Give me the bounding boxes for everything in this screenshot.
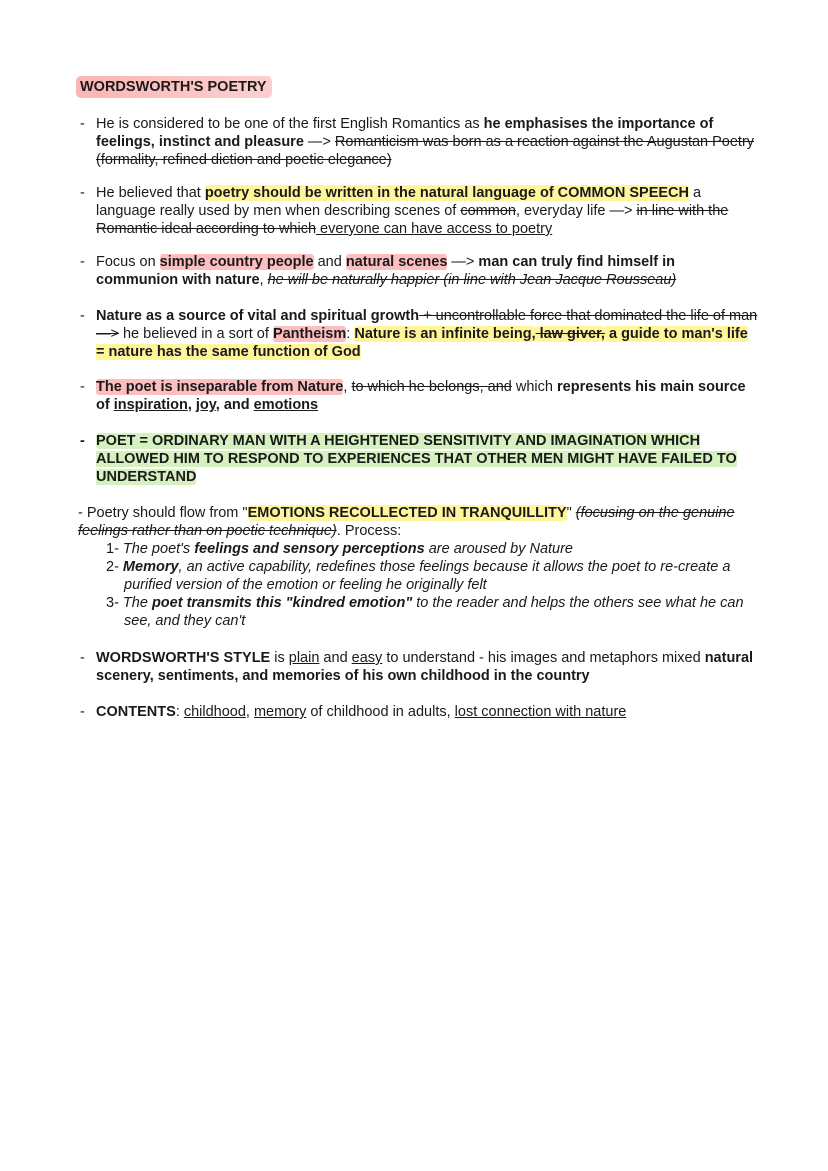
- underline-run: lost connection with nature: [454, 704, 627, 720]
- underline-run: joy: [195, 397, 216, 413]
- text-run: The poet's: [122, 541, 195, 557]
- bullet-poet-definition: [80, 432, 760, 486]
- text-run: ,: [245, 704, 254, 720]
- highlight-run: POET = ORDINARY MAN WITH A HEIGHTENED SENSITIVITY AND IMAGINATION WHICH ALLOWED HIM TO RESPOND TO EXPERIENCES THAT OTHER MEN MIGHT HAVE FAILED TO UNDERSTAND: [96, 433, 737, 485]
- bullet-dash: -: [80, 379, 85, 395]
- struck-run: common: [460, 203, 516, 219]
- text-run: ,: [343, 379, 352, 395]
- bullet-text: [96, 649, 760, 685]
- bold-run: ,: [187, 397, 196, 413]
- process-step-2: [106, 558, 758, 594]
- bold-run: poet transmits this "kindred emotion": [151, 595, 413, 611]
- text-run: a language really used by men when describing scenes of: [96, 185, 702, 219]
- bullet-style: [80, 649, 760, 685]
- bold-run: Memory: [122, 559, 179, 575]
- text-run: is: [270, 650, 289, 666]
- highlight-run: a guide to man's life = nature has the same function of God: [96, 326, 748, 360]
- bold-run: , and: [215, 397, 254, 413]
- bullet-text: [96, 703, 760, 721]
- bold-run: natural scenery, sentiments, and memories of his own childhood in the country: [96, 650, 754, 684]
- underline-run: plain: [288, 650, 320, 666]
- underline-run: memory: [253, 704, 307, 720]
- underline-run: everyone can have access to poetry: [316, 221, 553, 237]
- underline-run: inspiration: [113, 397, 188, 413]
- bullet-romantics: [80, 115, 760, 169]
- bold-run: WORDSWORTH'S STYLE: [96, 650, 271, 666]
- page-title: WORDSWORTH'S POETRY: [76, 76, 272, 98]
- bullet-dash: -: [80, 116, 85, 132]
- highlight-run: Pantheism: [272, 326, 347, 342]
- struck-run: in line with the Romantic ideal according to which: [96, 203, 729, 237]
- bold-run: he emphasises the importance of feelings, instinct and pleasure: [96, 116, 714, 150]
- bold-run: feelings and sensory perceptions: [194, 541, 425, 557]
- text-run: to the reader and helps the others see what he can see, and they can't: [124, 595, 744, 629]
- highlight-run: The poet is inseparable from Nature: [96, 379, 344, 395]
- bullet-dash: -: [80, 185, 85, 201]
- bullet-common-speech: [80, 184, 760, 238]
- bullet-dash: -: [78, 505, 83, 521]
- struck-run: to which he belongs, and: [351, 379, 512, 395]
- underline-run: easy: [351, 650, 383, 666]
- bullet-dash: -: [80, 704, 85, 720]
- bullet-dash: -: [80, 433, 85, 449]
- text-run: Poetry should flow from ": [86, 505, 248, 521]
- bullet-text: [78, 504, 758, 540]
- text-run: He is considered to be one of the first English Romantics as: [96, 116, 484, 132]
- text-run: Focus on: [96, 254, 160, 270]
- bullet-contents: [80, 703, 760, 721]
- text-run: The: [122, 595, 152, 611]
- bullet-text: [96, 378, 760, 414]
- highlight-run: natural scenes: [345, 254, 448, 270]
- text-run: ,: [259, 272, 268, 288]
- text-run: which: [511, 379, 557, 395]
- bullet-dash: -: [80, 650, 85, 666]
- text-run: , everyday life —>: [515, 203, 637, 219]
- text-run: :: [175, 704, 184, 720]
- process-step-3: [106, 594, 758, 630]
- bullet-text: [96, 184, 760, 238]
- struck-run: law giver,: [535, 326, 605, 342]
- step-number: 3-: [106, 595, 123, 611]
- text-run: —>: [303, 134, 335, 150]
- bold-run: Nature as a source of vital and spiritual growth: [96, 308, 420, 324]
- struck-run: he will be naturally happier (in line with Jean Jacque Rousseau): [267, 272, 677, 288]
- underline-run: childhood: [183, 704, 246, 720]
- text-run: , an active capability, redefines those feelings because it allows the poet to re-create a purified version of the emotion or feeling he originally felt: [124, 559, 731, 593]
- highlight-run: simple country people: [159, 254, 314, 270]
- text-run: :: [346, 326, 355, 342]
- underline-run: emotions: [253, 397, 319, 413]
- step-number: 2-: [106, 559, 123, 575]
- bullet-country-people: [80, 253, 760, 289]
- bullet-dash: -: [80, 254, 85, 270]
- bullet-emotions: [78, 504, 758, 630]
- text-run: and: [313, 254, 346, 270]
- process-step-1: [106, 540, 758, 558]
- text-run: are aroused by Nature: [424, 541, 573, 557]
- step-number: 1-: [106, 541, 123, 557]
- bullet-text: [96, 115, 760, 169]
- text-run: and: [319, 650, 352, 666]
- bold-run: man can truly find himself in communion with nature: [96, 254, 676, 288]
- bullet-nature-source: [80, 307, 760, 361]
- highlight-run: EMOTIONS RECOLLECTED IN TRANQUILLITY: [247, 505, 567, 521]
- struck-run: + uncontrollable force that dominated the life of man —>: [96, 308, 758, 342]
- text-run: . Process:: [336, 523, 402, 539]
- struck-run: Romanticism was born as a reaction against the Augustan Poetry (formality, refined diction and poetic elegance): [96, 134, 755, 168]
- bold-run: represents his main source of: [96, 379, 746, 413]
- text-run: —>: [447, 254, 479, 270]
- bullet-poet-nature: [80, 378, 760, 414]
- bullet-text: [96, 432, 760, 486]
- text-run: he believed in a sort of: [118, 326, 273, 342]
- highlight-run: Nature is an infinite being,: [354, 326, 536, 342]
- bold-run: CONTENTS: [96, 704, 176, 720]
- highlight-run: poetry should be written in the natural language of COMMON SPEECH: [204, 185, 689, 201]
- bullet-dash: -: [80, 308, 85, 324]
- bullet-text: [96, 253, 760, 289]
- text-run: to understand - his images and metaphors mixed: [382, 650, 705, 666]
- bullet-text: [96, 307, 760, 361]
- text-run: of childhood in adults,: [306, 704, 455, 720]
- text-run: ": [566, 505, 576, 521]
- text-run: He believed that: [96, 185, 205, 201]
- struck-run: (focusing on the genuine feelings rather than on poetic technique): [78, 505, 735, 539]
